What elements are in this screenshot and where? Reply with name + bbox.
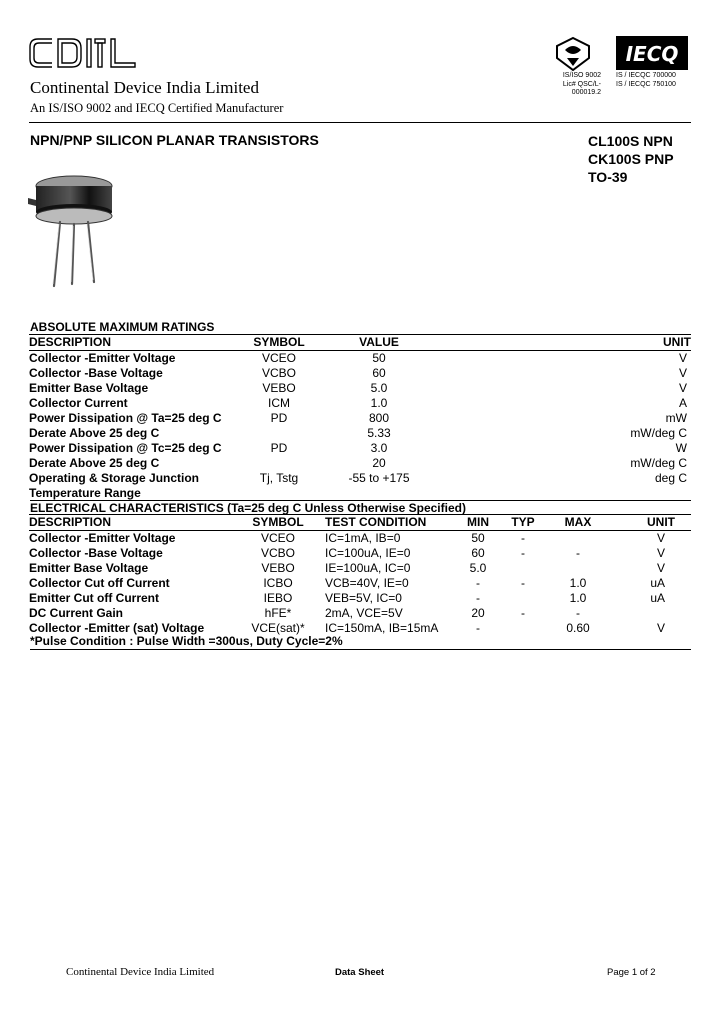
row-symbol [239,426,319,441]
col-typ: TYP [503,515,543,531]
row-test-condition: VCB=40V, IE=0 [325,576,409,590]
row-symbol: VEBO [261,561,295,575]
table-row [29,561,691,576]
row-unit: mW/deg C [630,456,687,470]
row-value: 800 [368,411,390,425]
col-description: DESCRIPTION [29,515,239,531]
row-typ [503,591,543,606]
row-description: Emitter Base Voltage [29,561,149,575]
row-max: 1.0 [569,576,587,590]
row-description: Power Dissipation @ Tc=25 deg C [29,441,222,455]
row-unit: W [675,441,687,455]
row-symbol: IEBO [263,591,293,605]
row-unit: uA [650,591,665,605]
col-symbol: SYMBOL [239,335,319,351]
row-value: 20 [372,456,386,470]
row-value: 3.0 [370,441,388,455]
footer-company: Continental Device India Limited [66,966,215,978]
row-value: 1.0 [370,396,388,410]
row-symbol [239,486,319,501]
row-typ: - [521,576,525,590]
row-unit: mW/deg C [630,426,687,440]
row-symbol: ICBO [263,576,293,590]
row-unit: V [656,621,665,635]
row-typ: - [521,546,525,560]
table-row [29,396,691,411]
package-type: TO-39 [588,169,628,185]
row-min: 60 [471,546,485,560]
row-symbol: PD [270,411,288,425]
table-row [29,351,691,367]
row-min: 20 [471,606,485,620]
col-symbol: SYMBOL [239,515,317,531]
row-description: Collector -Base Voltage [29,366,163,380]
row-value: 60 [372,366,386,380]
row-value: 50 [372,351,386,365]
iecq-logo [616,36,688,70]
row-description: Emitter Base Voltage [29,381,149,395]
col-test-condition: TEST CONDITION [317,515,453,531]
row-symbol: Tj, Tstg [259,471,299,485]
table-row [29,576,691,591]
col-unit: UNIT [629,335,691,351]
col-max: MAX [543,515,613,531]
row-max: - [576,546,580,560]
row-description: Derate Above 25 deg C [29,456,160,470]
col-min: MIN [453,515,503,531]
row-description: Collector -Emitter Voltage [29,351,176,365]
row-description: Temperature Range [29,486,141,500]
row-description: Collector -Base Voltage [29,546,163,560]
table-row [29,486,691,501]
iso-license-text: IS/ISO 9002 Lic# QSC/L- 000019.2 [562,72,601,96]
row-symbol: VEBO [262,381,296,395]
row-unit: mW [665,411,687,425]
row-value [319,486,439,501]
row-description: Emitter Cut off Current [29,591,159,605]
company-name: Continental Device India Limited [30,78,259,97]
row-unit: deg C [654,471,687,485]
table-row [29,441,691,456]
row-test-condition: IC=1mA, IB=0 [325,531,401,545]
footer-doc-type: Data Sheet [335,967,385,978]
col-value: VALUE [319,335,439,351]
row-unit: uA [650,576,665,590]
table-header-row [29,335,691,351]
row-symbol: hFE* [264,606,292,620]
table-row [29,591,691,606]
col-unit: UNIT [613,515,691,531]
table-row [29,606,691,621]
table-row [29,471,691,486]
row-max [543,531,613,547]
row-symbol [239,456,319,471]
absolute-max-table [29,334,691,501]
row-unit: A [678,396,687,410]
row-max [543,561,613,576]
table-row [29,531,691,547]
table-row [29,546,691,561]
row-symbol: PD [270,441,288,455]
table-row [29,456,691,471]
absolute-max-title: ABSOLUTE MAXIMUM RATINGS [30,320,215,334]
row-min: 50 [471,531,485,545]
row-min: 5.0 [469,561,487,575]
row-symbol: ICM [268,396,290,410]
row-min: - [476,621,480,635]
row-unit: V [678,381,687,395]
row-description: Collector -Emitter Voltage [29,531,176,545]
row-description: Operating & Storage Junction [29,471,200,485]
row-unit: V [678,366,687,380]
pulse-condition-footnote: *Pulse Condition : Pulse Width =300us, Duty Cycle=2% [30,634,691,650]
row-symbol: VCE(sat)* [251,621,305,635]
row-value: 5.33 [367,426,391,440]
row-unit: V [656,561,665,575]
row-test-condition: IC=150mA, IB=15mA [325,621,439,635]
electrical-table [29,514,691,636]
row-typ: - [521,606,525,620]
iso-certification-logo [553,36,593,72]
footer-page-number: Page 1 of 2 [607,967,656,978]
header-divider [29,122,691,123]
table-row [29,426,691,441]
row-test-condition: IC=100uA, IE=0 [325,546,411,560]
row-description: DC Current Gain [29,606,124,620]
row-unit: V [678,351,687,365]
row-description: Collector -Emitter (sat) Voltage [29,621,205,635]
iecq-standard-text: IS / IECQC 700000 IS / IECQC 750100 [616,72,676,88]
table-row [29,411,691,426]
row-description: Collector Current [29,396,128,410]
row-max: - [576,606,580,620]
part-pnp: CK100S PNP [588,151,674,167]
row-min: - [476,576,480,590]
row-test-condition: IE=100uA, IC=0 [325,561,411,575]
row-min: - [476,591,480,605]
col-description: DESCRIPTION [29,335,239,351]
table-row [29,381,691,396]
part-npn: CL100S NPN [588,133,673,149]
row-typ: - [521,531,525,545]
row-typ [503,561,543,576]
row-unit [629,486,691,501]
table-header-row [29,515,691,531]
svg-text:IECQ: IECQ [625,42,679,66]
row-test-condition: 2mA, VCE=5V [325,606,403,620]
row-unit [613,606,691,621]
row-symbol: VCBO [261,366,296,380]
row-unit: V [656,546,665,560]
certification-tagline: An IS/ISO 9002 and IECQ Certified Manufacturer [30,101,284,115]
row-value: -55 to +175 [348,471,410,485]
row-symbol: VCEO [261,351,296,365]
row-max: 1.0 [569,591,587,605]
row-unit: V [656,531,665,545]
row-description: Power Dissipation @ Ta=25 deg C [29,411,222,425]
row-symbol: VCEO [260,531,295,545]
row-description: Collector Cut off Current [29,576,170,590]
row-value: 5.0 [370,381,388,395]
row-description: Derate Above 25 deg C [29,426,160,440]
row-test-condition: VEB=5V, IC=0 [325,591,402,605]
part-numbers [588,132,674,186]
electrical-title: ELECTRICAL CHARACTERISTICS (Ta=25 deg C Unless Otherwise Specified) [30,500,691,515]
logo-text: CDIL [28,36,31,37]
table-row [29,366,691,381]
cdil-logo [28,36,138,70]
product-title: NPN/PNP SILICON PLANAR TRANSISTORS [30,132,319,148]
row-symbol: VCBO [260,546,295,560]
to39-package-image [22,168,122,290]
row-max: 0.60 [566,621,590,635]
